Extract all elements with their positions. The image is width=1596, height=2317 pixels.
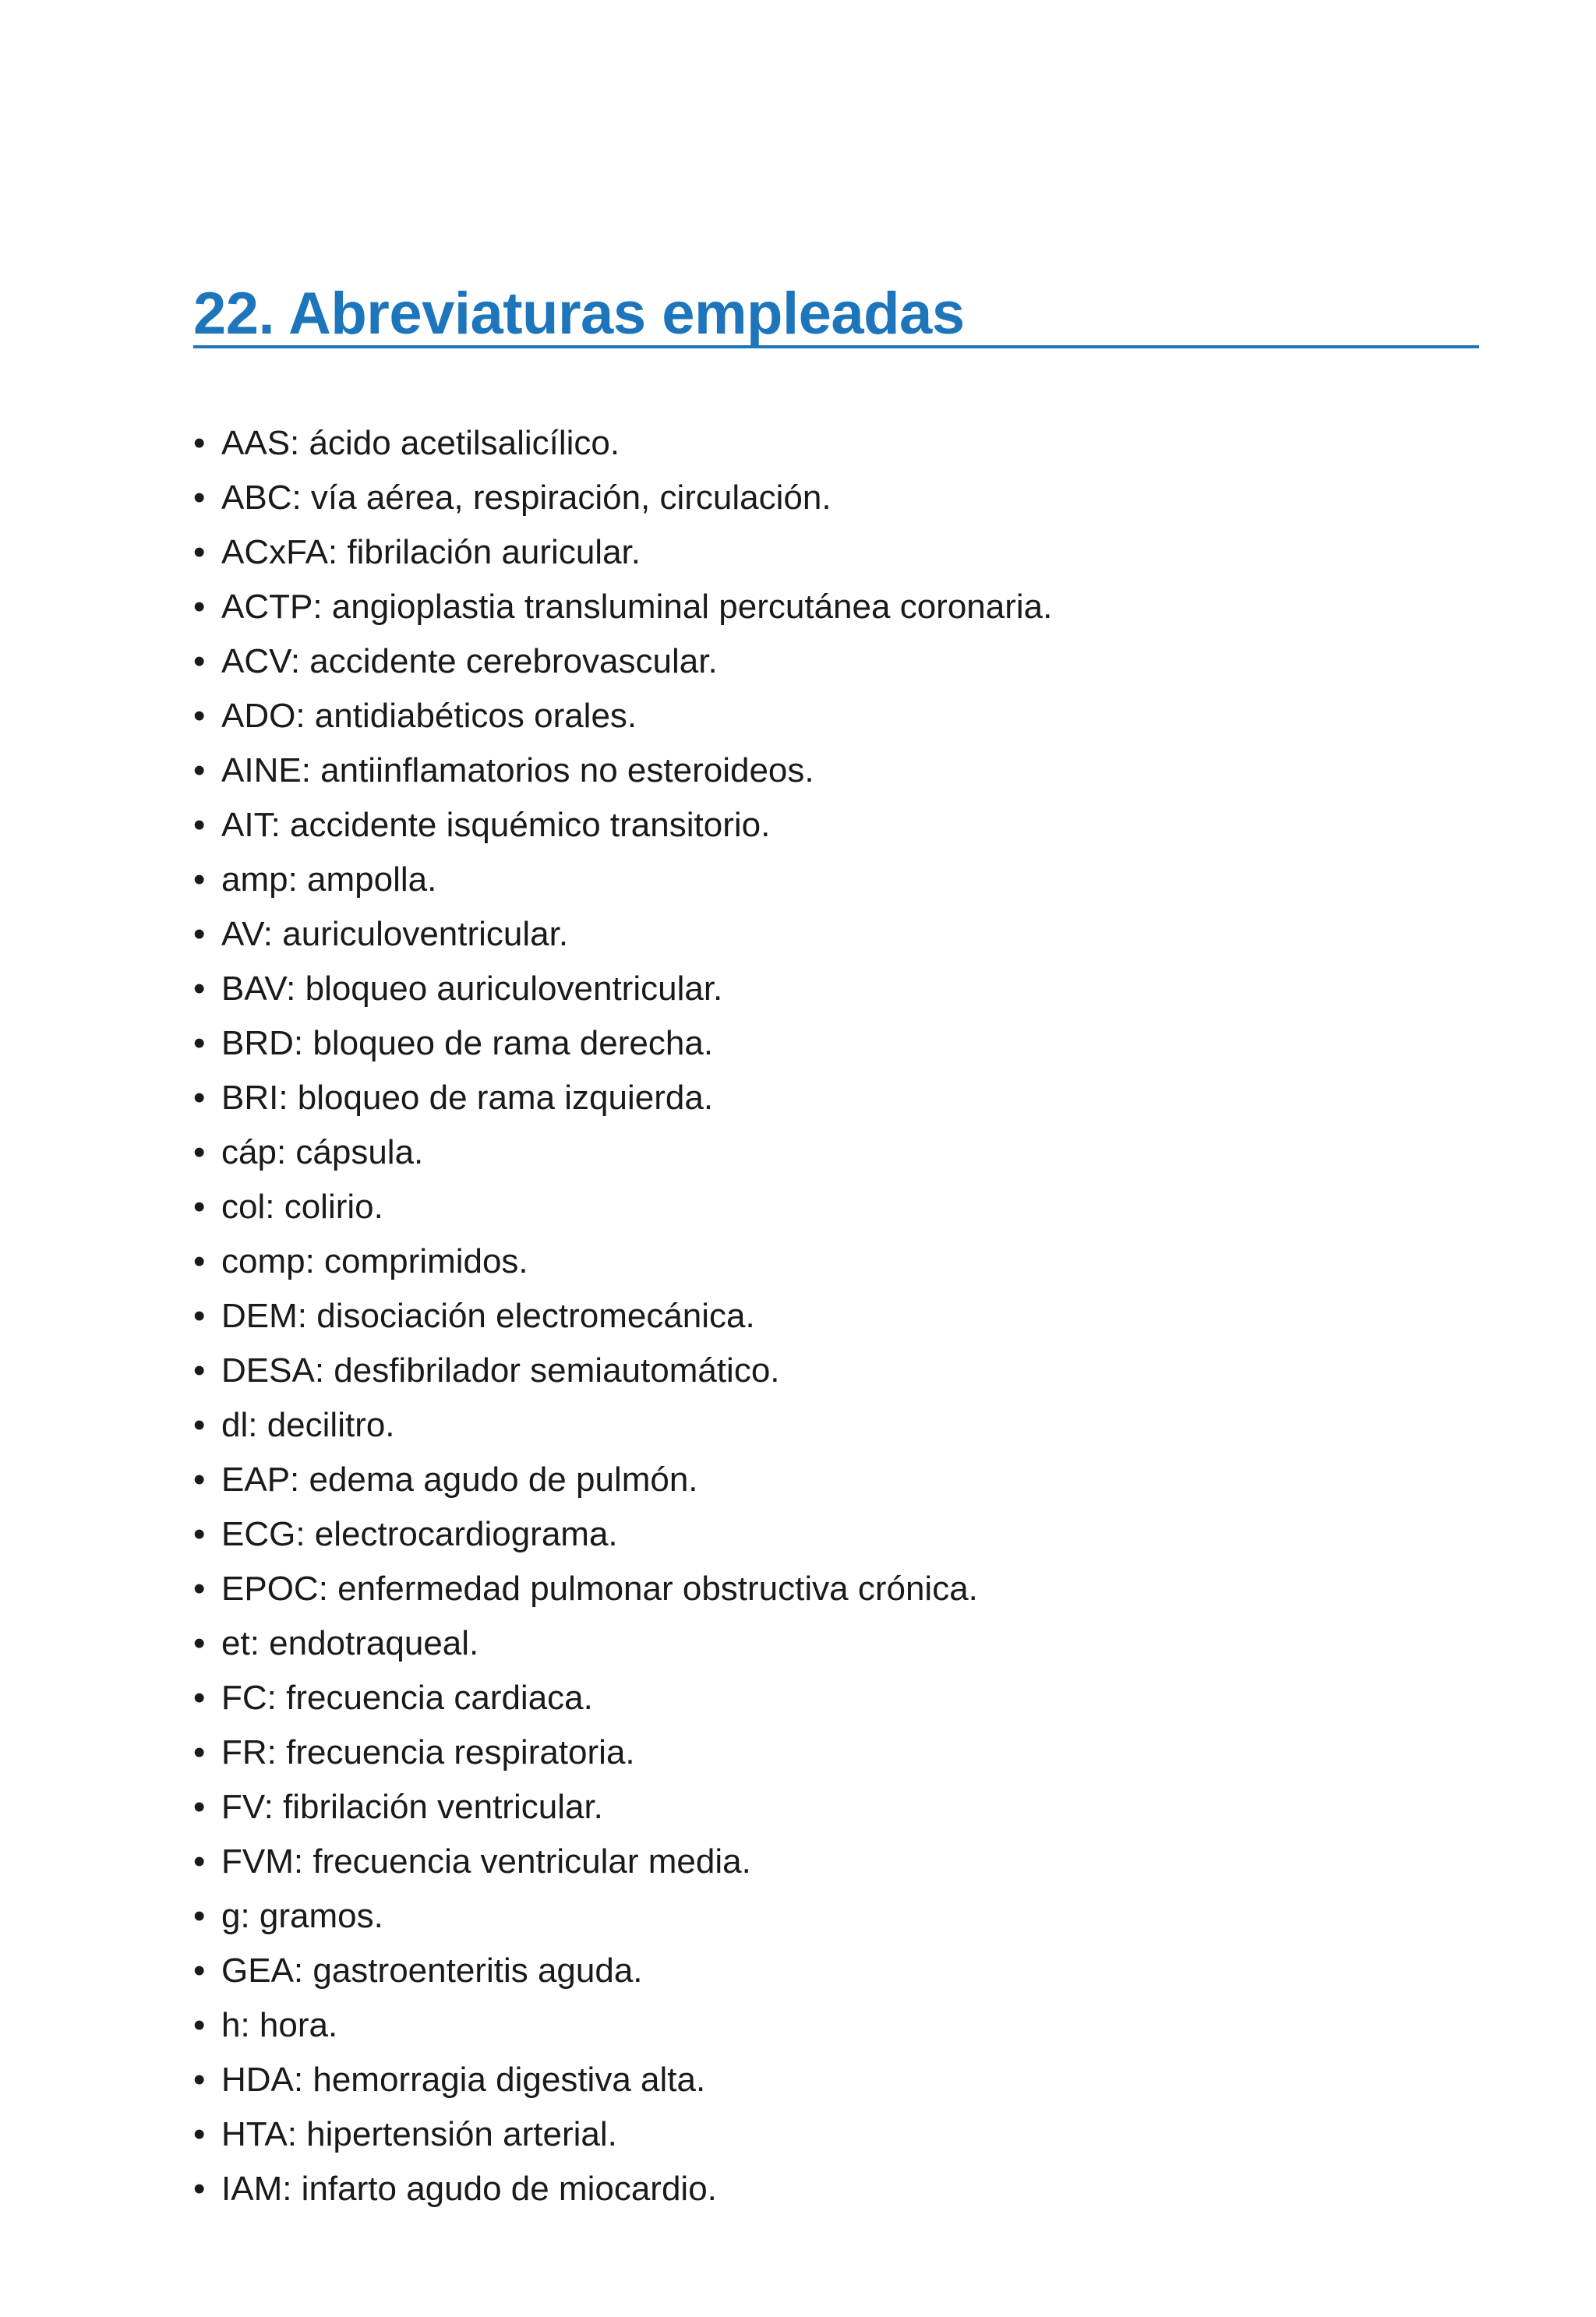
bullet-icon: • [193, 2170, 206, 2208]
list-item-text: g: gramos. [221, 1897, 383, 1935]
list-item-text: ECG: electrocardiograma. [221, 1515, 618, 1553]
list-item-text: AAS: ácido acetilsalicílico. [221, 424, 620, 462]
bullet-icon: • [193, 1788, 206, 1826]
bullet-icon: • [193, 1242, 206, 1280]
list-item [193, 1725, 1052, 1780]
list-item-text: ABC: vía aérea, respiración, circulación. [221, 479, 832, 517]
bullet-icon: • [193, 1133, 206, 1171]
list-item [193, 1889, 1052, 1944]
list-item [193, 1453, 1052, 1507]
list-item-text: FR: frecuencia respiratoria. [221, 1733, 635, 1771]
list-item-text: FC: frecuencia cardiaca. [221, 1679, 593, 1717]
bullet-icon: • [193, 1188, 206, 1226]
bullet-icon: • [193, 1897, 206, 1935]
bullet-icon: • [193, 1406, 206, 1444]
list-item [193, 798, 1052, 853]
list-item-text: amp: ampolla. [221, 860, 437, 899]
list-item [193, 1071, 1052, 1125]
list-item [193, 416, 1052, 471]
list-item [193, 1998, 1052, 2053]
list-item-text: ACV: accidente cerebrovascular. [221, 642, 718, 680]
bullet-icon: • [193, 1733, 206, 1771]
list-item [193, 2162, 1052, 2216]
list-item [193, 1180, 1052, 1234]
bullet-icon: • [193, 1024, 206, 1062]
list-item [193, 1944, 1052, 1998]
list-item [193, 2107, 1052, 2162]
bullet-icon: • [193, 1679, 206, 1717]
bullet-icon: • [193, 642, 206, 680]
list-item [193, 1398, 1052, 1453]
list-item [193, 1835, 1052, 1889]
abbreviation-list [193, 416, 1052, 2216]
bullet-icon: • [193, 1297, 206, 1335]
list-item-text: col: colirio. [221, 1188, 383, 1226]
title-underline [193, 345, 1479, 348]
bullet-icon: • [193, 424, 206, 462]
list-item-text: BAV: bloqueo auriculoventricular. [221, 970, 723, 1008]
bullet-icon: • [193, 915, 206, 953]
bullet-icon: • [193, 1951, 206, 1990]
list-item-text: GEA: gastroenteritis aguda. [221, 1951, 643, 1990]
list-item [193, 1234, 1052, 1289]
list-item [193, 1289, 1052, 1344]
bullet-icon: • [193, 1624, 206, 1662]
list-item [193, 689, 1052, 743]
list-item [193, 471, 1052, 525]
list-item [193, 1562, 1052, 1616]
list-item-text: FVM: frecuencia ventricular media. [221, 1842, 751, 1881]
bullet-icon: • [193, 751, 206, 789]
bullet-icon: • [193, 860, 206, 899]
list-item-text: ADO: antidiabéticos orales. [221, 697, 637, 735]
list-item [193, 853, 1052, 907]
bullet-icon: • [193, 588, 206, 626]
bullet-icon: • [193, 970, 206, 1008]
list-item [193, 1616, 1052, 1671]
list-item-text: BRI: bloqueo de rama izquierda. [221, 1079, 714, 1117]
list-item-text: HTA: hipertensión arterial. [221, 2115, 617, 2153]
list-item [193, 1344, 1052, 1398]
bullet-icon: • [193, 1079, 206, 1117]
list-item [193, 907, 1052, 962]
list-item-text: h: hora. [221, 2006, 338, 2044]
list-item [193, 1016, 1052, 1071]
list-item [193, 525, 1052, 580]
bullet-icon: • [193, 1515, 206, 1553]
list-item [193, 2053, 1052, 2107]
list-item [193, 1125, 1052, 1180]
bullet-icon: • [193, 479, 206, 517]
list-item-text: IAM: infarto agudo de miocardio. [221, 2170, 717, 2208]
list-item-text: EAP: edema agudo de pulmón. [221, 1460, 698, 1499]
list-item-text: FV: fibrilación ventricular. [221, 1788, 603, 1826]
list-item-text: ACxFA: fibrilación auricular. [221, 533, 641, 571]
list-item-text: et: endotraqueal. [221, 1624, 479, 1662]
bullet-icon: • [193, 2115, 206, 2153]
list-item-text: DESA: desfibrilador semiautomático. [221, 1351, 780, 1390]
list-item [193, 580, 1052, 634]
list-item-text: ACTP: angioplastia transluminal percutánea coronaria. [221, 588, 1053, 626]
list-item-text: cáp: cápsula. [221, 1133, 424, 1171]
heading-block [193, 279, 1479, 349]
list-item [193, 1507, 1052, 1562]
bullet-icon: • [193, 1460, 206, 1499]
list-item [193, 1780, 1052, 1835]
list-item [193, 962, 1052, 1016]
bullet-icon: • [193, 2061, 206, 2099]
list-item-text: DEM: disociación electromecánica. [221, 1297, 755, 1335]
bullet-icon: • [193, 533, 206, 571]
list-item [193, 1671, 1052, 1725]
bullet-icon: • [193, 1351, 206, 1390]
bullet-icon: • [193, 1570, 206, 1608]
bullet-icon: • [193, 2006, 206, 2044]
list-item-text: AV: auriculoventricular. [221, 915, 569, 953]
list-item-text: dl: decilitro. [221, 1406, 395, 1444]
bullet-icon: • [193, 1842, 206, 1881]
page-title: 22. Abreviaturas empleadas [193, 281, 965, 347]
bullet-icon: • [193, 697, 206, 735]
list-item-text: EPOC: enfermedad pulmonar obstructiva crónica. [221, 1570, 978, 1608]
bullet-icon: • [193, 806, 206, 844]
list-item-text: BRD: bloqueo de rama derecha. [221, 1024, 714, 1062]
list-item [193, 634, 1052, 689]
list-item-text: HDA: hemorragia digestiva alta. [221, 2061, 706, 2099]
list-item-text: comp: comprimidos. [221, 1242, 528, 1280]
list-item [193, 743, 1052, 798]
list-item-text: AIT: accidente isquémico transitorio. [221, 806, 771, 844]
list-item-text: AINE: antiinflamatorios no esteroideos. [221, 751, 814, 789]
